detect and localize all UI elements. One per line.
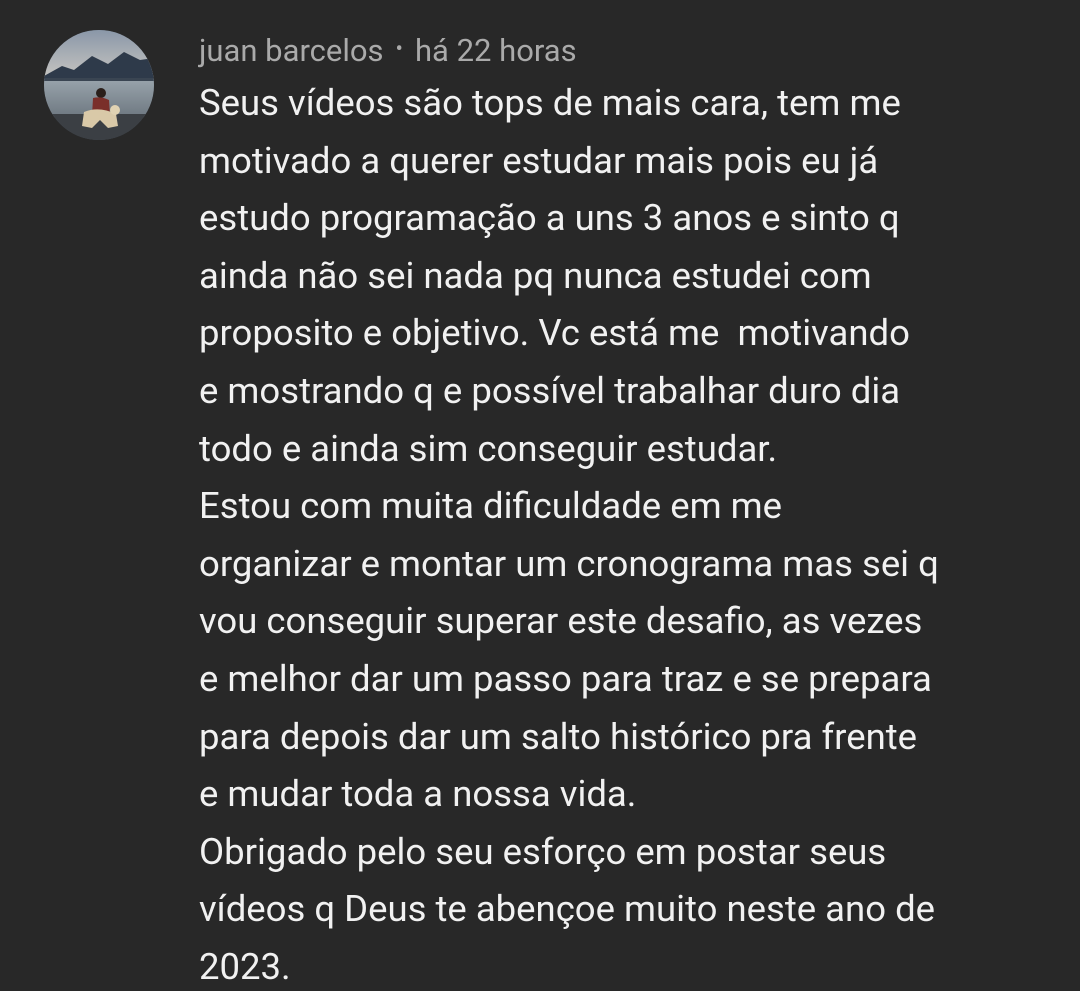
avatar[interactable] — [44, 30, 154, 140]
comment-line: vou conseguir superar este desafio, as vezes — [199, 599, 923, 643]
comment-line: e mostrando q e possível trabalhar duro dia — [199, 368, 901, 412]
comment-line: estudo programação a uns 3 anos e sinto q — [199, 196, 900, 240]
comment-line: Obrigado pelo seu esforço em postar seus — [199, 829, 887, 873]
comment-text — [199, 74, 1059, 991]
comment-line: proposito e objetivo. Vc está me motivando — [199, 311, 910, 355]
comment-line: vídeos q Deus te abençoe muito neste ano de — [199, 887, 936, 931]
comment-line: motivado a querer estudar mais pois eu já — [199, 138, 879, 182]
comment-line: Estou com muita dificuldade em me — [199, 484, 783, 528]
comment-line: e melhor dar um passo para traz e se prepara — [199, 656, 932, 700]
separator-dot: • — [395, 36, 403, 62]
author-name[interactable]: juan barcelos — [199, 31, 384, 69]
comment-timestamp[interactable]: há 22 horas — [414, 31, 577, 69]
comment-line: para depois dar um salto histórico pra frente — [199, 714, 918, 758]
comment-header — [199, 26, 1059, 74]
comment-line: e mudar toda a nossa vida. — [199, 772, 637, 816]
comment-line: 2023. — [199, 944, 291, 988]
comment-body — [199, 26, 1059, 991]
comment-line: organizar e montar um cronograma mas sei q — [199, 541, 939, 585]
comment-line: todo e ainda sim conseguir estudar. — [199, 426, 778, 470]
comment-line: ainda não sei nada pq nunca estudei com — [199, 253, 872, 297]
avatar-photo — [44, 30, 154, 140]
comment-line: Seus vídeos são tops de mais cara, tem me — [199, 81, 901, 124]
